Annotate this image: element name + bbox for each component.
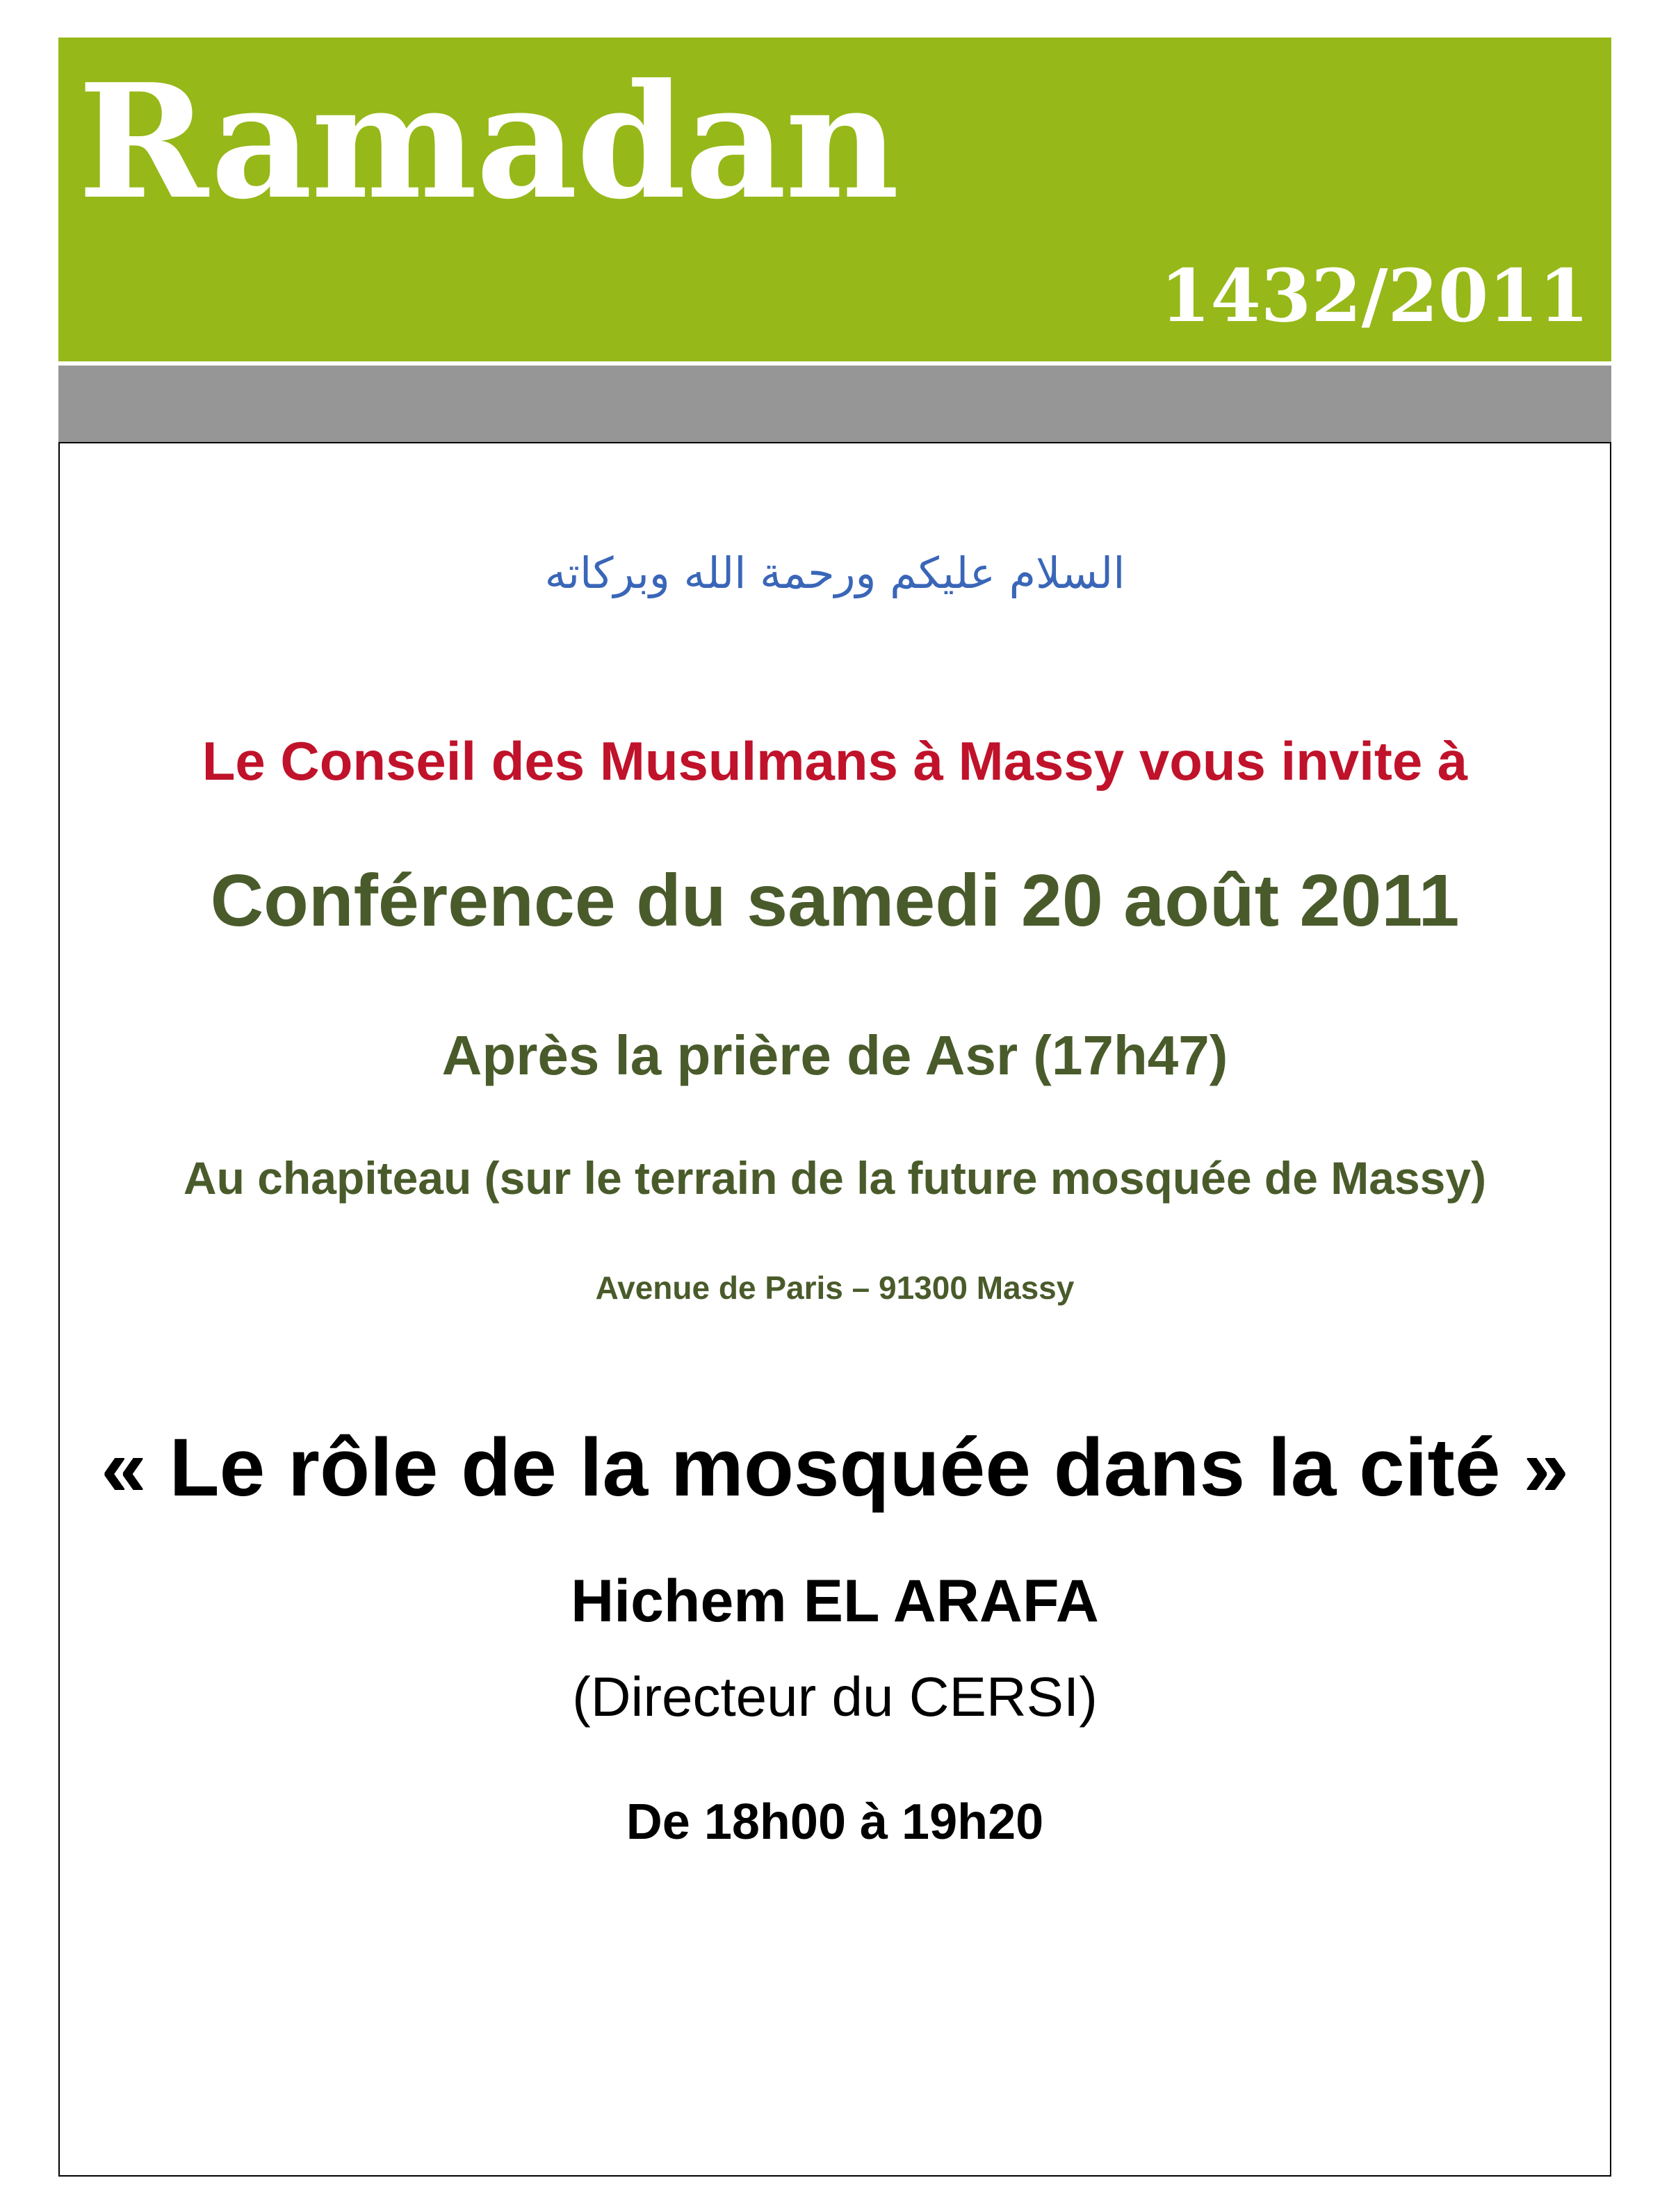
speaker-role: (Directeur du CERSI) xyxy=(572,1666,1098,1728)
conference-date: Conférence du samedi 20 août 2011 xyxy=(210,860,1460,942)
speaker-name: Hichem EL ARAFA xyxy=(571,1568,1099,1635)
address-line: Avenue de Paris – 91300 Massy xyxy=(595,1270,1075,1306)
prayer-time-note: Après la prière de Asr (17h47) xyxy=(441,1024,1228,1086)
arabic-greeting: السلام عليكم ورحمة الله وبركاته xyxy=(544,548,1125,598)
header-divider-band xyxy=(58,366,1611,442)
header-year: 1432/2011 xyxy=(1160,253,1589,338)
header-banner xyxy=(58,38,1611,361)
invitation-line: Le Conseil des Musulmans à Massy vous invite à xyxy=(202,730,1468,792)
talk-title: « Le rôle de la mosquée dans la cité » xyxy=(101,1422,1569,1514)
flyer-content-box xyxy=(58,442,1611,2177)
venue-line: Au chapiteau (sur le terrain de la future mosquée de Massy) xyxy=(183,1152,1487,1204)
schedule-line: De 18h00 à 19h20 xyxy=(626,1794,1044,1850)
header-title: Ramadan xyxy=(78,50,898,234)
